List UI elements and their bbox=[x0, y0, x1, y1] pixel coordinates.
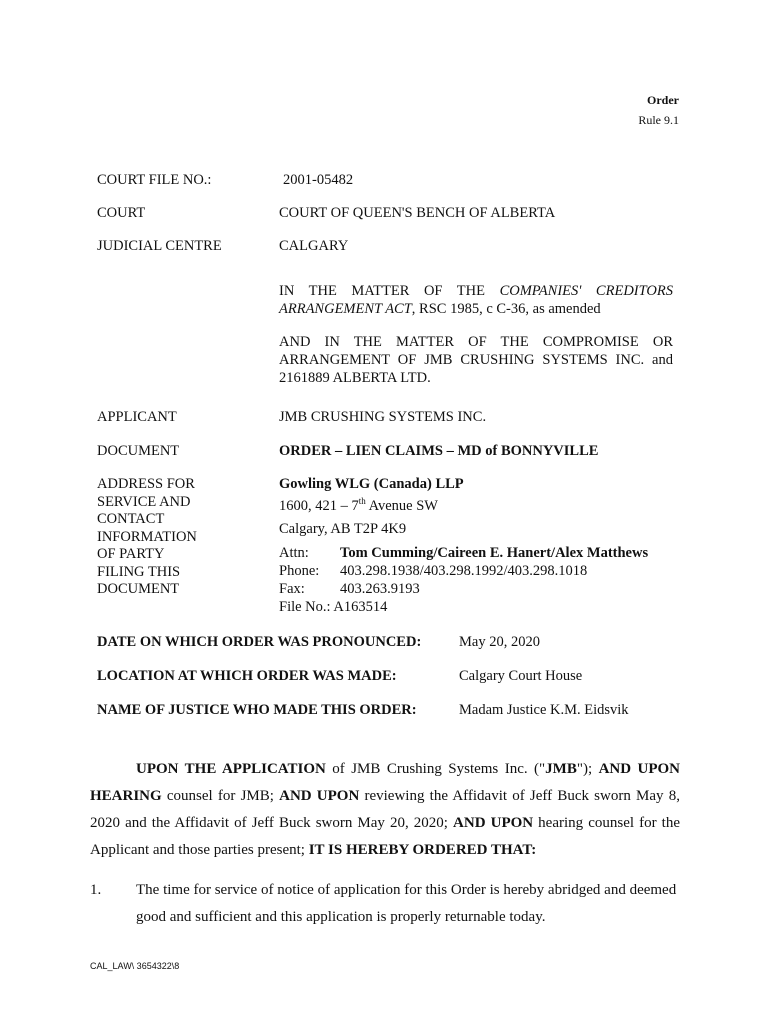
address-label-line: DOCUMENT bbox=[97, 581, 180, 597]
phone-line bbox=[279, 563, 587, 581]
matter-ccaa-suffix: , RSC 1985, c C-36, as amended bbox=[411, 301, 601, 317]
document-value: ORDER – LIEN CLAIMS – MD of BONNYVILLE bbox=[279, 443, 599, 459]
street-prefix: 1600, 421 – 7 bbox=[279, 497, 359, 514]
recital-paragraph bbox=[90, 756, 680, 864]
fax-value: 403.263.9193 bbox=[340, 581, 420, 597]
date-pronounced-label: DATE ON WHICH ORDER WAS PRONOUNCED: bbox=[97, 634, 422, 650]
paragraph-text: The time for service of notice of application for this Order is hereby abridged and deemed good and sufficient and this application is properly returnable today. bbox=[136, 882, 677, 925]
fax-label: Fax: bbox=[279, 581, 305, 597]
applicant-value: JMB CRUSHING SYSTEMS INC. bbox=[279, 409, 487, 425]
matter-ccaa bbox=[279, 282, 673, 318]
matter-compromise: AND IN THE MATTER OF THE COMPROMISE OR ARRANGEMENT OF JMB CRUSHING SYSTEMS INC. and 2161889 ALBERTA LTD. bbox=[279, 334, 673, 386]
paragraph-number: 1. bbox=[90, 882, 102, 898]
recital-part: counsel for JMB; bbox=[161, 788, 280, 804]
recital-part: AND UPON bbox=[453, 815, 534, 831]
date-pronounced-value: May 20, 2020 bbox=[459, 634, 540, 650]
recital-part: reviewing the Affidavit of Jeff Buck sworn May 8, 2020 and the Affidavit of Jeff Buck sworn May 20, 2020; bbox=[90, 788, 680, 831]
justice-value: Madam Justice K.M. Eidsvik bbox=[459, 702, 629, 718]
address-label-line: OF PARTY bbox=[97, 546, 165, 562]
document-id-footer: CAL_LAW\ 3654322\8 bbox=[90, 961, 180, 971]
court-file-label: COURT FILE NO.: bbox=[97, 172, 212, 188]
rule-number: Rule 9.1 bbox=[638, 113, 679, 127]
applicant-label: APPLICANT bbox=[97, 409, 177, 425]
address-label-line: ADDRESS FOR bbox=[97, 476, 195, 492]
attn-value: Tom Cumming/Caireen E. Hanert/Alex Matthews bbox=[340, 545, 649, 561]
judicial-centre-label: JUDICIAL CENTRE bbox=[97, 238, 222, 254]
recital-part: hearing counsel for the Applicant and those parties present; bbox=[90, 815, 680, 858]
recital-part: AND UPON bbox=[279, 788, 360, 804]
phone-value: 403.298.1938/403.298.1992/403.298.1018 bbox=[340, 563, 588, 579]
court-value: COURT OF QUEEN'S BENCH OF ALBERTA bbox=[279, 205, 556, 221]
file-no-value: A163514 bbox=[333, 599, 388, 615]
document-type-title: Order bbox=[647, 93, 679, 107]
firm-name: Gowling WLG (Canada) LLP bbox=[279, 476, 464, 492]
address-label-line: FILING THIS bbox=[97, 563, 181, 580]
street-address bbox=[279, 493, 438, 515]
address-label-line: SERVICE AND bbox=[97, 493, 191, 510]
recital-part: of JMB Crushing Systems Inc. (" bbox=[325, 761, 546, 777]
recital-part: UPON THE APPLICATION bbox=[136, 761, 326, 777]
recital-part: JMB bbox=[545, 761, 577, 777]
file-no-label: File No.: bbox=[279, 599, 331, 615]
address-label-line: INFORMATION bbox=[97, 528, 197, 545]
location-value: Calgary Court House bbox=[459, 668, 583, 684]
address-label-line: CONTACT bbox=[97, 511, 165, 527]
court-label: COURT bbox=[97, 205, 146, 221]
attn-label: Attn: bbox=[279, 545, 309, 561]
justice-label: NAME OF JUSTICE WHO MADE THIS ORDER: bbox=[97, 702, 417, 718]
location-label: LOCATION AT WHICH ORDER WAS MADE: bbox=[97, 668, 397, 684]
recital-part: IT IS HEREBY ORDERED THAT: bbox=[308, 842, 537, 858]
attn-line bbox=[279, 545, 648, 563]
matter-ccaa-prefix: IN THE MATTER OF THE bbox=[279, 283, 500, 299]
address-label bbox=[97, 476, 197, 599]
matter-ccaa-act: COMPANIES' CREDITORS ARRANGEMENT ACT bbox=[279, 283, 673, 317]
fax-line bbox=[279, 581, 420, 599]
recital-part: "); bbox=[576, 761, 599, 777]
recital-part: AND UPON HEARING bbox=[90, 761, 681, 804]
street-suffix: Avenue SW bbox=[365, 497, 438, 514]
judicial-centre-value: CALGARY bbox=[279, 238, 349, 254]
phone-label: Phone: bbox=[279, 563, 320, 579]
court-file-value: 2001-05482 bbox=[283, 172, 354, 188]
city-address: Calgary, AB T2P 4K9 bbox=[279, 521, 407, 537]
file-no-line bbox=[279, 599, 387, 617]
document-label: DOCUMENT bbox=[97, 443, 180, 459]
street-ordinal: th bbox=[358, 496, 366, 506]
